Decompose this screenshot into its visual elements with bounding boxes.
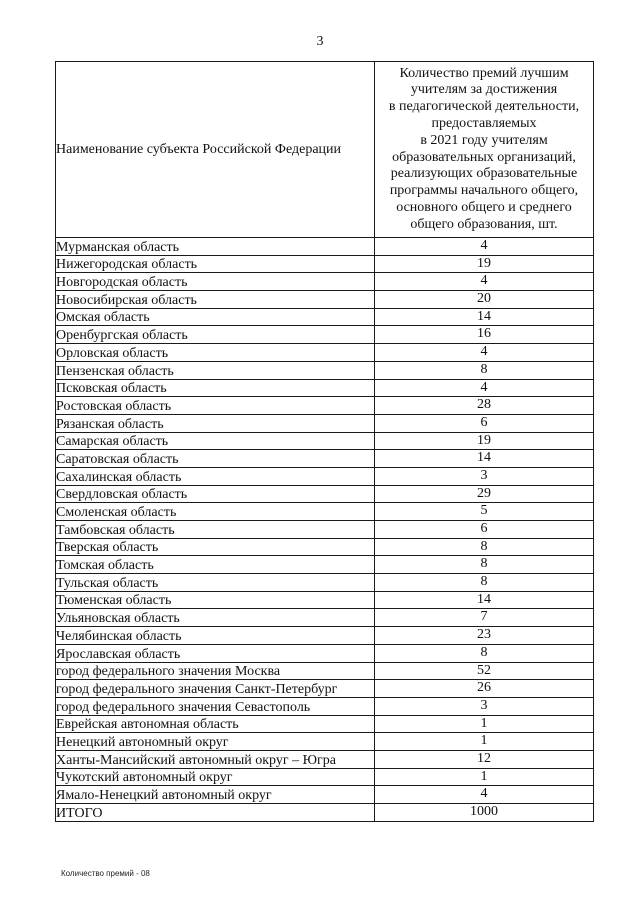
region-name-cell: Тамбовская область [56,521,375,539]
table-row [56,291,594,309]
table-header-row [56,62,594,238]
region-name-cell: Чукотский автономный округ [56,768,375,786]
region-name-cell: Челябинская область [56,627,375,645]
page-number: 3 [316,34,324,49]
awards-table [55,61,594,822]
award-count-cell: 1 [375,768,594,786]
region-name-cell: Омская область [56,308,375,326]
region-name-cell: Тульская область [56,574,375,592]
award-count-cell: 4 [375,344,594,362]
award-count-cell: 8 [375,574,594,592]
region-name-cell: Ханты-Мансийский автономный округ – Югра [56,750,375,768]
table-row [56,574,594,592]
header-count-line: основного общего и среднего [396,199,572,215]
region-name-cell: Свердловская область [56,485,375,503]
table-row [56,609,594,627]
table-row [56,397,594,415]
region-name-cell: Саратовская область [56,450,375,468]
table-row [56,644,594,662]
region-name-cell: Пензенская область [56,361,375,379]
award-count-cell: 28 [375,397,594,415]
table-row [56,450,594,468]
region-name-cell: Тюменская область [56,591,375,609]
table-row [56,503,594,521]
region-name-cell: Оренбургская область [56,326,375,344]
region-name-cell: Новосибирская область [56,291,375,309]
header-count-line: в педагогической деятельности, [388,99,580,115]
table-row [56,467,594,485]
award-count-cell: 52 [375,662,594,680]
region-name-cell: Нижегородская область [56,255,375,273]
award-count-cell: 8 [375,361,594,379]
award-count-cell: 8 [375,644,594,662]
award-count-cell: 6 [375,521,594,539]
award-count-cell: 26 [375,680,594,698]
region-name-cell: Сахалинская область [56,467,375,485]
award-count-cell: 3 [375,697,594,715]
table-row [56,255,594,273]
region-name-cell: город федерального значения Москва [56,662,375,680]
region-name-cell: Ульяновская область [56,609,375,627]
award-count-cell: 12 [375,750,594,768]
header-count-line: образовательных организаций, [392,149,576,165]
header-count-line: в 2021 году учителям [420,132,548,148]
award-count-cell: 1 [375,733,594,751]
region-name-cell: Томская область [56,556,375,574]
region-name-cell: Рязанская область [56,414,375,432]
award-count-cell: 14 [375,450,594,468]
award-count-cell: 23 [375,627,594,645]
table-row [56,344,594,362]
region-name-cell: Самарская область [56,432,375,450]
region-name-cell: Мурманская область [56,238,375,256]
region-name-cell: Тверская область [56,538,375,556]
table-row [56,680,594,698]
award-count-cell: 29 [375,485,594,503]
region-name-cell: Ямало-Ненецкий автономный округ [56,786,375,804]
award-count-cell: 3 [375,467,594,485]
table-row [56,521,594,539]
award-count-cell: 14 [375,591,594,609]
table-row [56,627,594,645]
award-count-cell: 20 [375,291,594,309]
table-row [56,485,594,503]
region-name-cell: ИТОГО [56,804,375,822]
region-name-cell: Псковская область [56,379,375,397]
table-row [56,273,594,291]
table-row [56,379,594,397]
table-row [56,591,594,609]
header-count-line: Количество премий лучшим [399,65,569,81]
table-row [56,768,594,786]
total-row [56,804,594,822]
region-name-cell: Еврейская автономная область [56,715,375,733]
region-name-cell: Смоленская область [56,503,375,521]
table-row [56,750,594,768]
table-row [56,414,594,432]
region-name-cell: Ненецкий автономный округ [56,733,375,751]
region-name-cell: Ростовская область [56,397,375,415]
table-row [56,556,594,574]
region-name-cell: город федерального значения Севастополь [56,697,375,715]
table-row [56,432,594,450]
award-count-cell: 7 [375,609,594,627]
award-count-cell: 14 [375,308,594,326]
award-count-cell: 6 [375,414,594,432]
table-row [56,697,594,715]
table-row [56,715,594,733]
award-count-cell: 1000 [375,804,594,822]
award-count-cell: 4 [375,379,594,397]
award-count-cell: 4 [375,238,594,256]
table-row [56,662,594,680]
table-row [56,733,594,751]
table-row [56,361,594,379]
region-name-cell: город федерального значения Санкт-Петербург [56,680,375,698]
table-row [56,238,594,256]
table-body [56,238,594,822]
table-row [56,308,594,326]
award-count-cell: 1 [375,715,594,733]
award-count-cell: 4 [375,273,594,291]
column-header-count [375,62,594,238]
table-row [56,786,594,804]
award-count-cell: 5 [375,503,594,521]
header-count-line: общего образования, шт. [410,216,558,232]
header-count-line: программы начального общего, [389,183,579,199]
table-row [56,538,594,556]
award-count-cell: 4 [375,786,594,804]
award-count-cell: 8 [375,556,594,574]
header-count-line: предоставляемых [431,115,537,131]
award-count-cell: 19 [375,432,594,450]
header-count-line: реализующих образовательные [390,166,578,182]
award-count-cell: 16 [375,326,594,344]
footer-note: Количество премий - 08 [61,869,150,878]
region-name-cell: Новгородская область [56,273,375,291]
region-name-cell: Орловская область [56,344,375,362]
award-count-cell: 8 [375,538,594,556]
column-header-region: Наименование субъекта Российской Федерации [56,62,375,238]
header-count-line: учителям за достижения [410,82,558,98]
table-row [56,326,594,344]
region-name-cell: Ярославская область [56,644,375,662]
award-count-cell: 19 [375,255,594,273]
